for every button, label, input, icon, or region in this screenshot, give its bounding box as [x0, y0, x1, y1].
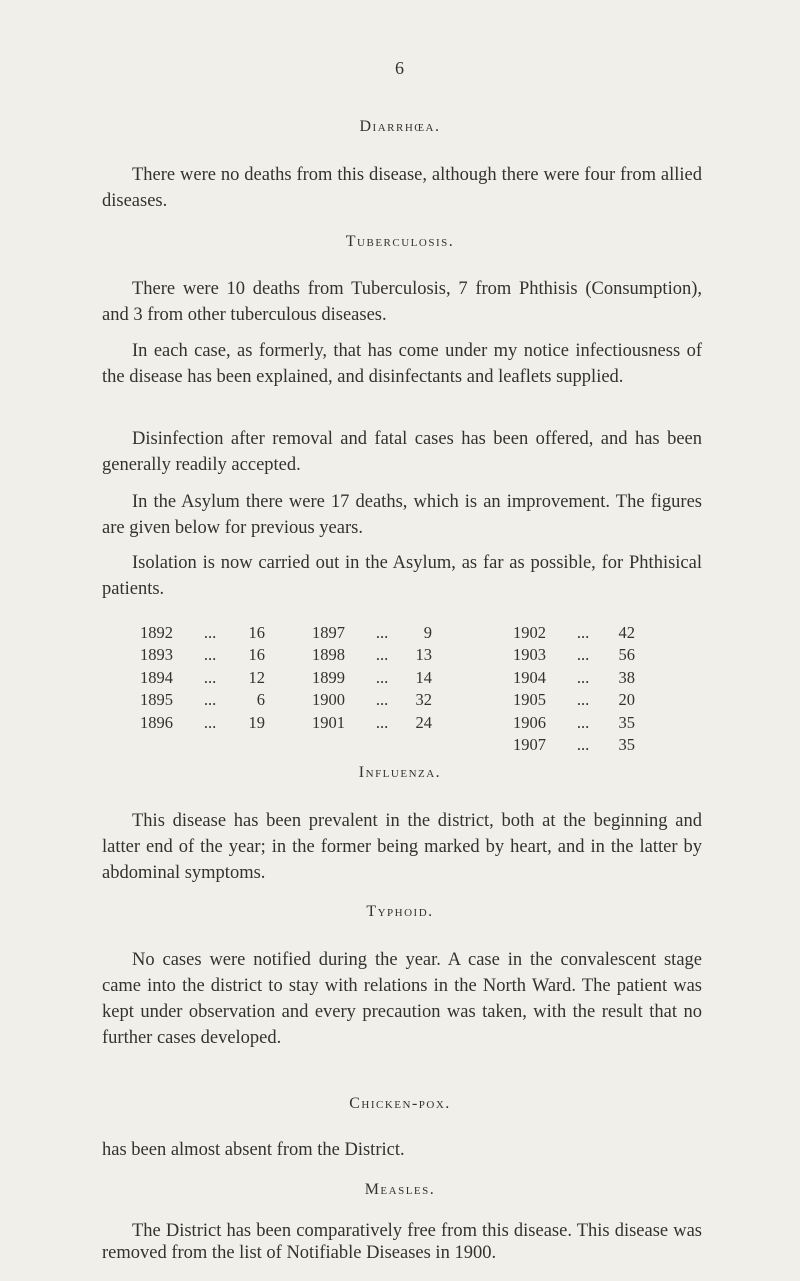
dots-separator: ... — [375, 667, 389, 687]
deaths-cell: 13 — [415, 645, 432, 665]
year-cell: 1897 — [312, 623, 345, 642]
year-cell: 1896 — [140, 712, 173, 732]
year-cell: 1892 — [140, 623, 173, 642]
dots-separator: ... — [375, 623, 389, 642]
deaths-cell: 32 — [415, 690, 432, 710]
dots-separator: ... — [203, 623, 217, 642]
table-row — [140, 689, 700, 711]
dots-separator: ... — [375, 712, 389, 732]
paragraph-diarrhoea: There were no deaths from this disease, although there were four from allied diseases. — [102, 165, 702, 211]
year-cell: 1905 — [513, 690, 546, 710]
year-cell: 1900 — [312, 690, 345, 710]
dots-separator: ... — [576, 712, 590, 732]
year-cell: 1902 — [513, 623, 546, 642]
deaths-cell: 35 — [618, 712, 635, 732]
deaths-cell: 42 — [618, 623, 635, 642]
paragraph-typhoid: No cases were notified during the year. A case in the convalescent stage came into the district to stay with relations in the North Ward. The patient was kept under observation and every precaution was taken, with the result that no further cases developed. — [102, 950, 702, 1048]
dots-separator: ... — [203, 667, 217, 687]
year-cell: 1894 — [140, 667, 173, 687]
year-cell: 1901 — [312, 712, 345, 732]
table-row — [140, 667, 700, 689]
paragraph-tuberculosis-1: There were 10 deaths from Tuberculosis, 7 from Phthisis (Consumption), and 3 from other tuberculous diseases. — [102, 279, 702, 325]
heading-influenza: Influenza. — [358, 764, 442, 781]
heading-typhoid: Typhoid. — [366, 903, 434, 920]
deaths-cell: 19 — [248, 712, 265, 732]
paragraph-tuberculosis-5: Isolation is now carried out in the Asylum, as far as possible, for Phthisical patients. — [102, 553, 702, 599]
deaths-cell: 20 — [618, 690, 635, 710]
year-cell: 1906 — [513, 712, 546, 732]
dots-separator: ... — [576, 645, 590, 665]
deaths-cell: 24 — [415, 712, 432, 732]
deaths-cell: 16 — [248, 623, 265, 642]
year-cell: 1893 — [140, 645, 173, 665]
dots-separator: ... — [576, 623, 590, 642]
heading-diarrhoea: Diarrhœa. — [359, 118, 441, 135]
dots-separator: ... — [375, 645, 389, 665]
dots-separator: ... — [203, 690, 217, 710]
heading-tuberculosis: Tuberculosis. — [345, 233, 455, 250]
deaths-cell: 12 — [248, 667, 265, 687]
heading-measles: Measles. — [364, 1181, 436, 1198]
asylum-deaths-table — [140, 622, 700, 756]
table-row — [140, 622, 700, 644]
year-cell: 1907 — [513, 734, 546, 754]
deaths-cell: 38 — [618, 667, 635, 687]
paragraph-influenza: This disease has been prevalent in the district, both at the beginning and latter end of the year; in the former being marked by heart, and in the latter by abdominal symptoms. — [102, 811, 702, 883]
page-number: 6 — [395, 58, 405, 78]
year-cell: 1895 — [140, 690, 173, 710]
deaths-cell: 56 — [618, 645, 635, 665]
dots-separator: ... — [203, 712, 217, 732]
table-row — [140, 644, 700, 666]
table-row — [140, 734, 700, 756]
deaths-cell: 16 — [248, 645, 265, 665]
paragraph-tuberculosis-2: In each case, as formerly, that has come under my notice infectiousness of the disease has been explained, and disinfectants and leaflets supplied. — [102, 341, 702, 387]
deaths-cell: 35 — [618, 734, 635, 754]
deaths-cell: 6 — [256, 690, 265, 710]
dots-separator: ... — [576, 690, 590, 710]
dots-separator: ... — [576, 734, 590, 754]
dots-separator: ... — [203, 645, 217, 665]
year-cell: 1903 — [513, 645, 546, 665]
paragraph-tuberculosis-3: Disinfection after removal and fatal cases has been offered, and has been generally readily accepted. — [102, 429, 702, 475]
dots-separator: ... — [375, 690, 389, 710]
year-cell: 1898 — [312, 645, 345, 665]
paragraph-chicken-pox: has been almost absent from the District. — [102, 1140, 405, 1160]
deaths-cell: 9 — [423, 623, 432, 642]
deaths-cell: 14 — [415, 667, 432, 687]
year-cell: 1904 — [513, 667, 546, 687]
table-row — [140, 712, 700, 734]
heading-chicken-pox: Chicken-pox. — [349, 1095, 451, 1112]
dots-separator: ... — [576, 667, 590, 687]
paragraph-measles: The District has been comparatively free from this disease. This disease was removed from the list of Notifiable Diseases in 1900. — [102, 1221, 702, 1263]
paragraph-tuberculosis-4: In the Asylum there were 17 deaths, which is an improvement. The figures are given below for previous years. — [102, 492, 702, 538]
year-cell: 1899 — [312, 667, 345, 687]
